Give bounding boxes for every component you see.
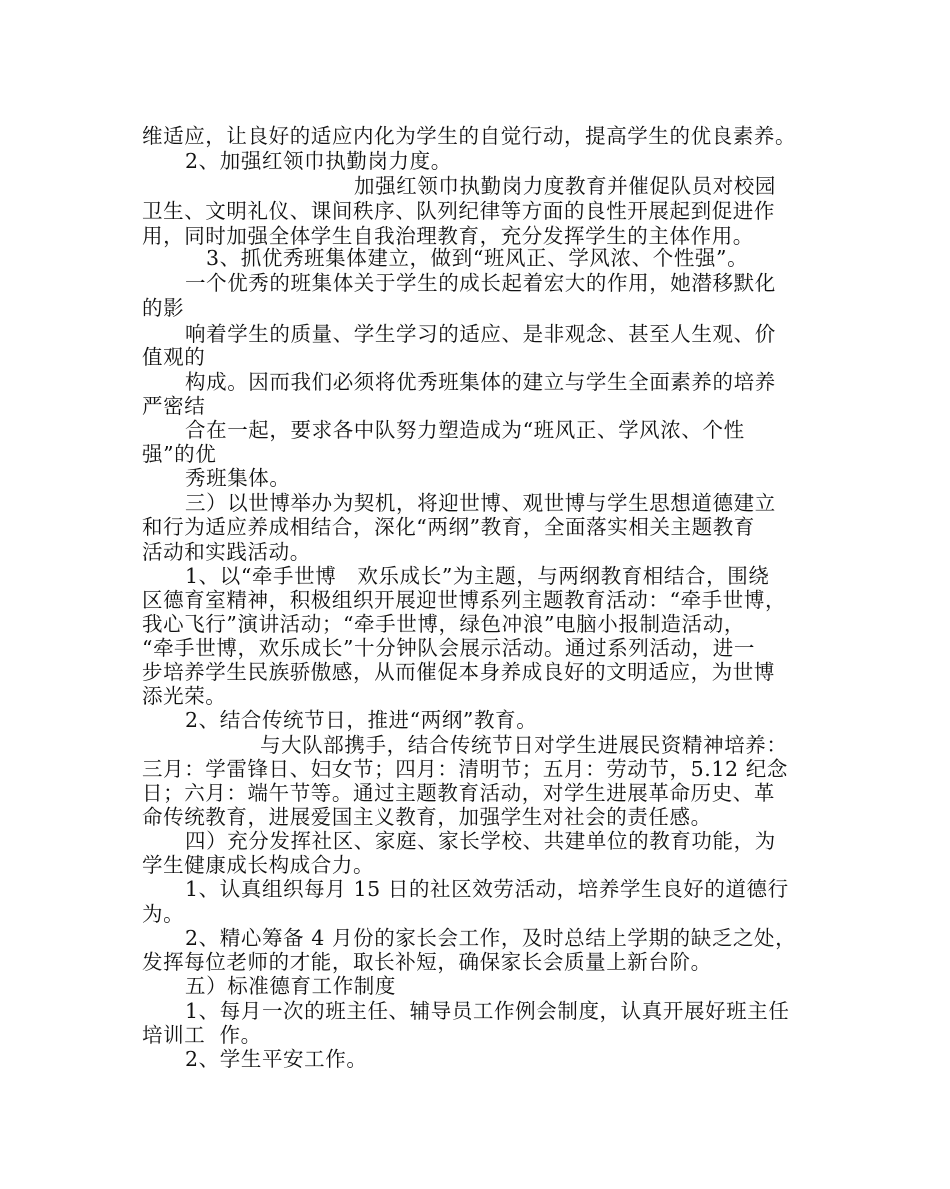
body-line: 一个优秀的班集体关于学生的成长起着宏大的作用，她潜移默化 — [185, 271, 776, 295]
body-line: 加强红领巾执勤岗力度教育并催促队员对校园 — [354, 174, 776, 198]
body-line: 1、每月一次的班主任、辅导员工作例会制度，认真开展好班主任 — [185, 999, 790, 1023]
body-line: 发挥每位老师的才能，取长补短，确保家长会质量上新台阶。 — [142, 950, 712, 974]
body-line: 活动和实践活动。 — [142, 540, 311, 564]
section-heading: 三）以世博举办为契机，将迎世博、观世博与学生思想道德建立 — [185, 491, 776, 515]
body-line: 严密结 — [142, 394, 206, 418]
body-line: 日；六月：端午节等。通过主题教育活动，对学生进展革命历史、革 — [142, 781, 775, 805]
body-line: 卫生、文明礼仪、课间秩序、队列纪律等方面的良性开展起到促进作 — [142, 199, 775, 223]
body-line: 与大队部携手，结合传统节日对学生进展民资精神培养： — [260, 733, 788, 757]
body-line: “牵手世博，欢乐成长”十分钟队会展示活动。通过系列活动，进一 — [142, 636, 755, 660]
list-item-heading: 2、学生平安工作。 — [185, 1047, 368, 1071]
body-line: 强”的优 — [142, 442, 217, 466]
body-line: 命传统教育，进展爱国主义教育，加强学生对社会的责任感。 — [142, 805, 712, 829]
body-line: 值观的 — [142, 345, 206, 369]
body-line: 秀班集体。 — [185, 466, 291, 490]
body-line: 2、精心筹备 4 月份的家长会工作，及时总结上学期的缺乏之处， — [185, 926, 797, 950]
body-line: 的影 — [142, 296, 185, 320]
body-line: 用，同时加强全体学生自我治理教育，充分发挥学生的主体作用。 — [142, 224, 754, 248]
body-line: 维适应，让良好的适应内化为学生的自觉行动，提高学生的优良素养。 — [142, 124, 797, 148]
list-item-heading: 3、抓优秀班集体建立，做到“班风正、学风浓、个性强”。 — [206, 246, 749, 270]
list-item-heading: 2、加强红领巾执勤岗力度。 — [185, 149, 452, 173]
body-line: 和行为适应养成相结合，深化“两纲”教育，全面落实相关主题教育 — [142, 515, 755, 539]
body-line: 学生健康成长构成合力。 — [142, 853, 375, 877]
list-item-heading: 2、结合传统节日，推进“两纲”教育。 — [185, 708, 538, 732]
body-line: 三月：学雷锋日、妇女节；四月：清明节；五月：劳动节，5.12 纪念 — [142, 757, 788, 781]
body-line: 培训工 作。 — [142, 1023, 262, 1047]
body-line: 我心飞行”演讲活动；“牵手世博，绿色冲浪”电脑小报制造活动， — [142, 612, 745, 636]
body-line: 为。 — [142, 902, 185, 926]
body-line: 合在一起，要求各中队努力塑造成为“班风正、学风浓、个性 — [185, 418, 745, 442]
section-heading: 五）标准德育工作制度 — [185, 974, 396, 998]
body-line: 添光荣。 — [142, 684, 227, 708]
body-line: 区德育室精神，积极组织开展迎世博系列主题教育活动：“牵手世博， — [142, 588, 787, 612]
body-line: 响着学生的质量、学生学习的适应、是非观念、甚至人生观、价 — [185, 322, 776, 346]
body-line: 步培养学生民族骄傲感，从而催促本身养成良好的文明适应，为世博 — [142, 660, 775, 684]
body-line: 构成。因而我们必须将优秀班集体的建立与学生全面素养的培养 — [185, 370, 776, 394]
body-line: 1、认真组织每月 15 日的社区效劳活动，培养学生良好的道德行 — [185, 877, 789, 901]
section-heading: 四）充分发挥社区、家庭、家长学校、共建单位的教育功能，为 — [185, 829, 776, 853]
body-line: 1、以“牵手世博 欢乐成长”为主题，与两纲教育相结合，围绕 — [185, 564, 770, 588]
